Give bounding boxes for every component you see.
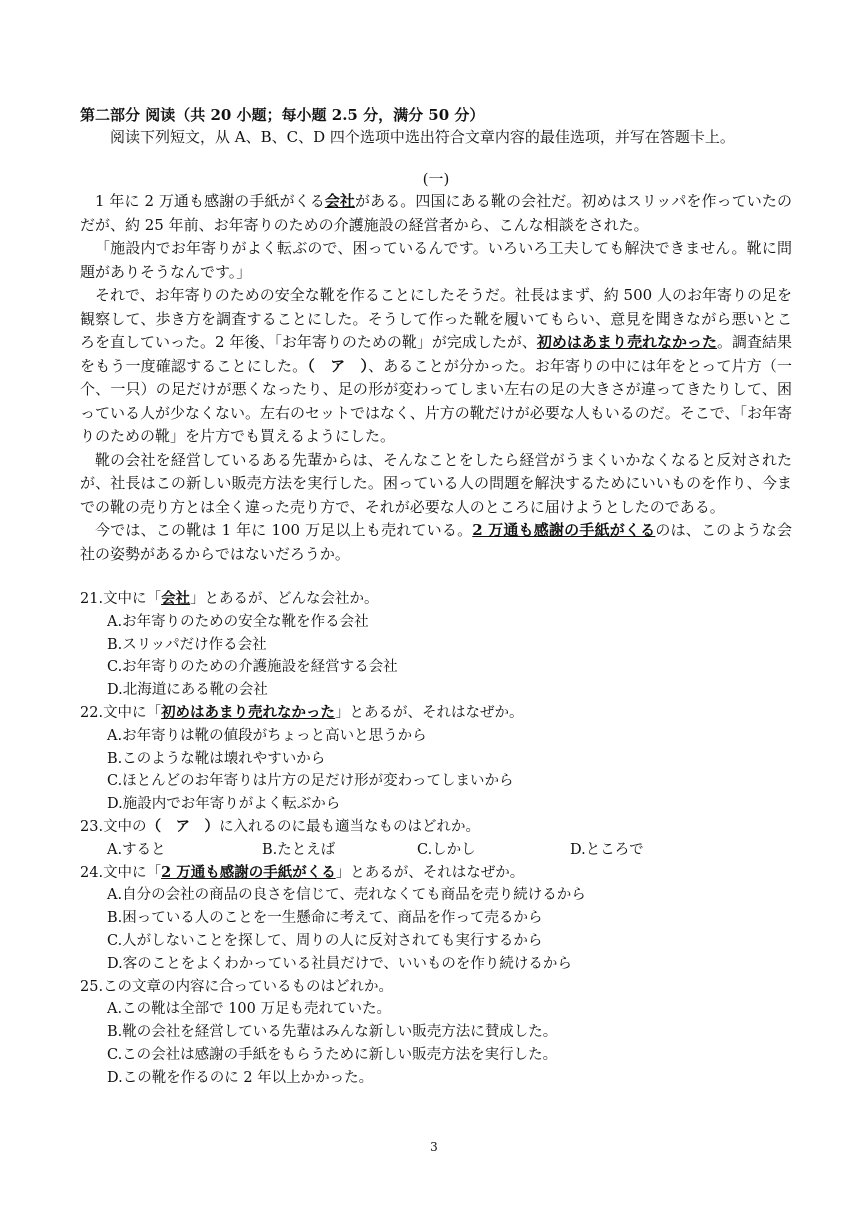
exam-page (80, 104, 792, 1090)
option-22-d: D.施設内でお年寄りがよく転ぶから (107, 796, 341, 813)
instructions: 阅读下列短文，从 A、B、C、D 四个选项中选出符合文章内容的最佳选项，并写在答题卡上。 (110, 128, 735, 146)
underlined-phrase: 2 万通も感謝の手紙がくる (472, 521, 656, 539)
question-25 (80, 976, 792, 999)
underlined-phrase: 2 万通も感謝の手紙がくる (161, 863, 336, 881)
text-run: 文中に「 (103, 704, 162, 721)
question-24 (80, 862, 792, 885)
text-run: 1 年に 2 万通も感謝の手紙がくる (95, 192, 325, 210)
option-24-a: A.自分の会社の商品の良さを信じて、売れなくても商品を売り続けるから (107, 887, 586, 904)
option-22-b: B.このような靴は壊れやすいから (107, 750, 326, 767)
text-run: この文章の内容に合っているものはどれか。 (103, 978, 394, 995)
text-run: のは、このような会社の姿勢があるからではないだろうか。 (80, 521, 792, 563)
option-25-b: B.靴の会社を経営している先輩はみんな新しい販売方法に賛成した。 (107, 1024, 558, 1041)
underlined-phrase: 初めはあまり売れなかった (161, 703, 336, 721)
option-21-d: D.北海道にある靴の会社 (107, 682, 268, 699)
text-run: 、あることが分かった。お年寄りの中には年をとって片方（一个、一只）の足だけが悪くなったり、足の形が変わってしまい左右の足の大きさが違ってきたりして、困っている人が少なくない。左右のセットではなく、片方の靴だけが必要な人もいるのだ。そこで、「お年寄りのための靴」を片方でも買えるようにした。 (80, 356, 792, 445)
options-row-23 (80, 839, 792, 862)
text-run: に入れるのに最も適当なものはどれか。 (219, 818, 481, 835)
question-number: 22. (80, 704, 104, 721)
passage-paragraph-5 (80, 519, 792, 566)
option-21-a: A.お年寄りのための安全な靴を作る会社 (107, 613, 369, 630)
text-run: 文中に「 (103, 591, 162, 607)
option-25-a: A.この靴は全部で 100 万足も売れていた。 (107, 1001, 391, 1018)
underlined-phrase: 会社 (161, 590, 191, 607)
passage-title: (一) (422, 170, 450, 188)
passage-paragraph-2: 「施設内でお年寄りがよく転ぶので、困っているんです。いろいろ工夫しても解決できません。靴に問題がありそうなんです。」 (80, 239, 792, 281)
text-run: 文中に「 (103, 864, 162, 881)
option-22-c: C.ほとんどのお年寄りは片方の足だけ形が変わってしまいから (107, 773, 514, 790)
text-run: 文中の (103, 818, 147, 835)
option-22-a: A.お年寄りは靴の値段がちょっと高いと思うから (107, 727, 427, 744)
option-24-c: C.人がしないことを探して、周りの人に反対されても実行するから (107, 932, 543, 949)
text-run: 。調査結果をもう一度確認することにした。 (80, 333, 792, 375)
option-25-c: C.この会社は感謝の手紙をもらうために新しい販売方法を実行した。 (107, 1046, 558, 1063)
question-number: 24. (80, 864, 104, 881)
underlined-phrase: 会社 (324, 192, 356, 210)
option-24-d: D.客のことをよくわかっている社員だけで、いいものを作り続けるから (107, 955, 572, 972)
option-23-a: A.すると (107, 841, 166, 858)
question-22 (80, 702, 792, 725)
option-25-d: D.この靴を作るのに 2 年以上かかった。 (107, 1069, 374, 1086)
question-number: 25. (80, 978, 104, 995)
question-number: 21. (80, 591, 104, 607)
blank-marker: （ ア ） (307, 356, 369, 375)
text-run: 」とあるが、それはなぜか。 (335, 864, 525, 881)
passage-paragraph-4: 靴の会社を経営しているある先輩からは、そんなことをしたら経営がうまくいかなくなると反対されたが、社長はこの新しい販売方法を実行した。困っている人の問題を解決するためにいいものを作り、今までの靴の売り方とは全く違った売り方で、それが必要な人のところに届けようとしたのである。 (80, 450, 792, 516)
text-run: 」とあるが、どんな会社か。 (190, 591, 379, 607)
option-23-b: B.たとえば (262, 841, 336, 858)
question-23 (80, 816, 792, 839)
page-number: 3 (430, 1140, 438, 1154)
blank-marker: （ ア ） (146, 817, 220, 835)
passage-paragraph-1 (80, 190, 792, 237)
underlined-phrase: 初めはあまり売れなかった (536, 333, 717, 351)
option-21-b: B.スリッパだけ作る会社 (107, 636, 267, 653)
questions-list (80, 588, 792, 1090)
text-run: 」とあるが、それはなぜか。 (335, 704, 524, 721)
text-run: 今では、この靴は 1 年に 100 万足以上も売れている。 (95, 521, 473, 539)
question-number: 23. (80, 818, 104, 835)
text-run: それで、お年寄りのための安全な靴を作ることにしたそうだ。社長はまず、約 500 人のお年寄りの足を観察して、歩き方を調査することにした。そうして作った靴を履いてもらい、意見を聞きながら悪いところを直していった。2 年後、「お年寄りのための靴」が完成したが、 (80, 286, 792, 351)
option-23-c: C.しかし (417, 841, 476, 858)
option-24-b: B.困っている人のことを一生懸命に考えて、商品を作って売るから (107, 910, 543, 927)
question-21 (80, 588, 792, 611)
text-run: がある。四国にある靴の会社だ。初めはスリッパを作っていたのだが、約 25 年前、お年寄りのための介護施設の経営者から、こんな相談をされた。 (80, 192, 792, 234)
option-21-c: C.お年寄りのための介護施設を経営する会社 (107, 659, 398, 676)
passage-paragraph-3 (80, 284, 792, 449)
section-title: 第二部分 阅读（共 20 小题；每小题 2.5 分，满分 50 分） (80, 106, 485, 124)
option-23-d: D.ところで (570, 841, 644, 858)
